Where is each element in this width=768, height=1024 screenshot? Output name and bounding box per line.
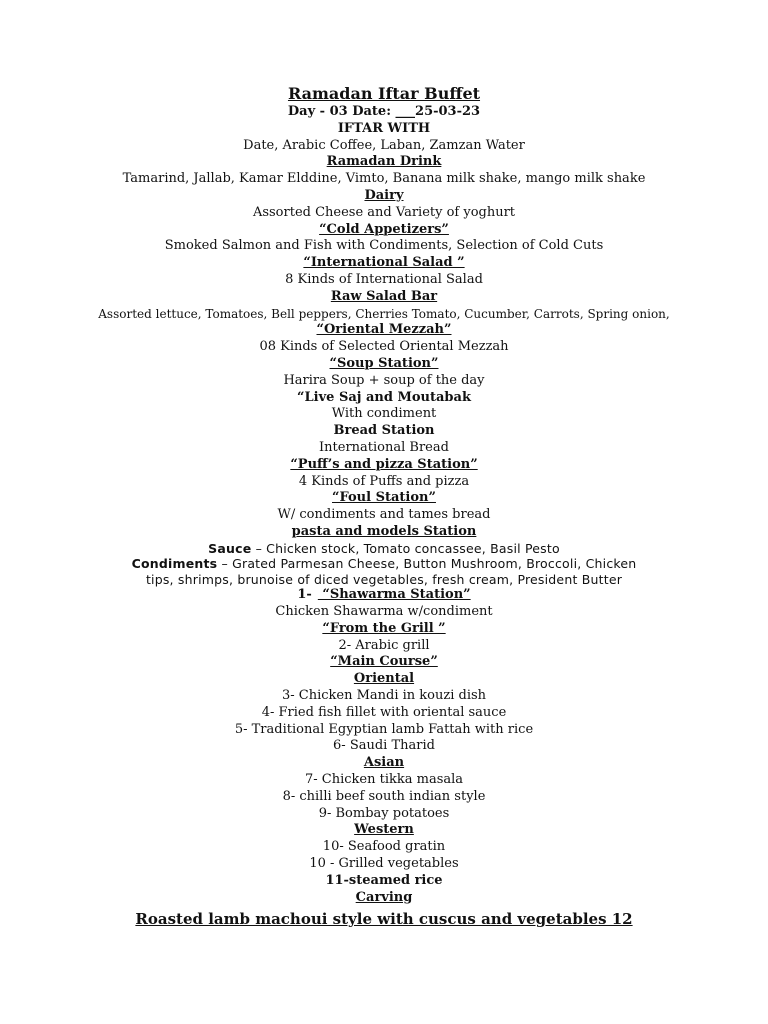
menu-document [0,84,768,930]
section-heading: “International Salad ” [303,255,465,271]
condiments-label: Condiments [131,556,218,572]
section-text: W/ condiments and tames bread [277,507,491,523]
menu-item: 10- Seafood gratin [322,839,446,855]
pasta-heading: pasta and models Station [291,523,477,539]
section-heading: “Cold Appetizers” [319,221,449,237]
section-heading: “Soup Station” [329,355,439,371]
carving-heading: Carving [355,889,413,905]
condiments-text: – Grated Parmesan Cheese, Button Mushroom, Broccoli, Chicken [217,556,637,572]
pasta-sauce-line [0,541,768,557]
pasta-condiments-line [0,556,768,572]
section-text: 8 Kinds of International Salad [285,271,483,287]
item-number: 1- [297,587,312,603]
menu-item: 4- Fried fish fillet with oriental sauce [261,704,507,720]
section-text: Date, Arabic Coffee, Laban, Zamzan Water [243,137,525,153]
shawarma-heading: “Shawarma Station” [317,587,471,603]
asian-heading: Asian [363,755,405,771]
section-heading: “Live Saj and Moutabak [297,389,471,405]
menu-item: 7- Chicken tikka masala [304,771,464,787]
western-heading: Western [354,822,414,838]
section-heading: IFTAR WITH [337,120,431,136]
section-heading: Ramadan Drink [326,154,442,170]
section-heading: “Puff’s and pizza Station” [290,456,478,472]
section-text: Smoked Salmon and Fish with Condiments, Selection of Cold Cuts [164,238,604,254]
section-text: International Bread [319,439,449,455]
menu-item: 9- Bombay potatoes [318,805,450,821]
main-course-heading: “Main Course” [330,654,438,670]
sauce-text: – Chicken stock, Tomato concassee, Basil Pesto [251,540,560,556]
section-heading: Dairy [364,187,404,203]
shawarma-text: Chicken Shawarma w/condiment [275,604,493,620]
section-text: 08 Kinds of Selected Oriental Mezzah [259,339,509,355]
menu-item: 8- chilli beef south indian style [282,788,486,804]
section-heading: “Oriental Mezzah” [316,322,452,338]
pasta-condiments-line-2: tips, shrimps, brunoise of diced vegetables, fresh cream, President Butter [145,571,623,587]
menu-item: 10 - Grilled vegetables [309,855,459,871]
shawarma-heading-line [0,587,768,604]
menu-item: 6- Saudi Tharid [333,738,435,754]
oriental-heading: Oriental [353,671,415,687]
section-text: With condiment [331,406,437,422]
menu-item: 3- Chicken Mandi in kouzi dish [281,688,487,703]
section-text: Assorted Cheese and Variety of yoghurt [252,204,516,220]
section-text: Assorted lettuce, Tomatoes, Bell peppers, Cherries Tomato, Cucumber, Carrots, Spring onion, [98,306,670,321]
carving-text: Roasted lamb machoui style with cuscus and vegetables 12 [135,910,633,929]
section-heading: “Foul Station” [332,490,436,506]
section-text: Tamarind, Jallab, Kamar Elddine, Vimto, Banana milk shake, mango milk shake [122,171,646,187]
menu-title: Ramadan Iftar Buffet [287,84,481,103]
section-heading: Raw Salad Bar [330,288,438,304]
menu-item: 5- Traditional Egyptian lamb Fattah with rice [234,721,534,737]
section-text: 4 Kinds of Puffs and pizza [298,473,470,489]
sauce-label: Sauce [208,540,252,556]
section-text: Harira Soup + soup of the day [283,372,485,388]
grill-heading: “From the Grill ” [322,620,446,636]
grill-item: 2- Arabic grill [338,637,430,653]
day-date-line: Day - 03 Date: ___25-03-23 [287,104,481,119]
section-heading: Bread Station [333,423,435,439]
rice-item: 11-steamed rice [325,872,443,888]
